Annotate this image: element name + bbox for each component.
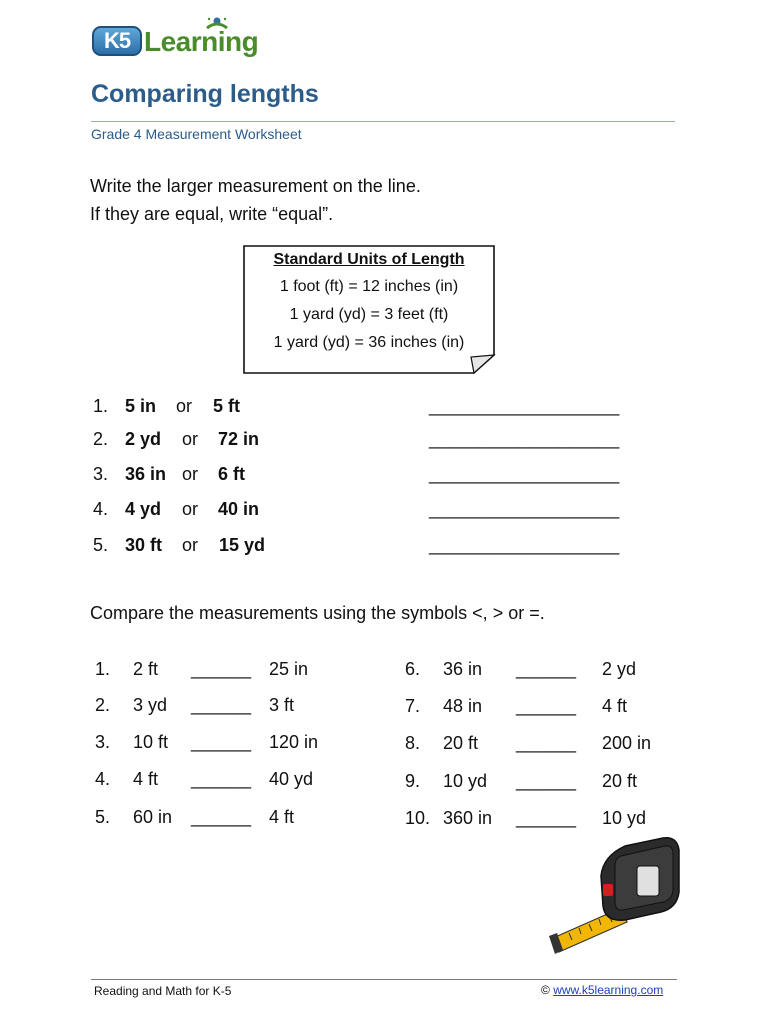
measure-b: 15 yd: [219, 535, 266, 555]
or-word: or: [182, 499, 199, 519]
measure-a: 4 yd: [125, 499, 162, 519]
units-line-2: 1 yard (yd) = 3 feet (ft): [289, 306, 449, 323]
part2-instruction: Compare the measurements using the symbols <, > or =.: [90, 603, 545, 623]
measure-b: 25 in: [269, 659, 309, 679]
or-word: or: [182, 464, 199, 484]
units-line-1: 1 foot (ft) = 12 inches (in): [279, 278, 459, 295]
measure-b: 4 ft: [602, 696, 628, 716]
k5-learning-logo: [92, 22, 262, 62]
answer-line[interactable]: ___________________: [429, 396, 620, 416]
measure-b: 3 ft: [269, 695, 295, 715]
item-number: 3.: [93, 464, 109, 484]
header-divider: [91, 121, 675, 122]
instruction-line-2: If they are equal, write “equal”.: [90, 204, 334, 224]
units-reference-box: [243, 245, 495, 373]
item-number: 4.: [95, 769, 111, 789]
item-number: 1.: [93, 396, 109, 416]
measure-a: 36 in: [443, 659, 483, 679]
answer-line[interactable]: ___________________: [429, 499, 620, 519]
symbol-blank[interactable]: ______: [516, 771, 577, 791]
item-number: 9.: [405, 771, 421, 791]
measure-a: 60 in: [133, 807, 173, 827]
answer-line[interactable]: ___________________: [429, 464, 620, 484]
measure-b: 20 ft: [602, 771, 638, 791]
measure-b: 72 in: [218, 429, 260, 449]
measure-b: 4 ft: [269, 807, 295, 827]
item-number: 2.: [93, 429, 109, 449]
item-number: 5.: [95, 807, 111, 827]
k5-logo-icon: K5: [92, 26, 142, 56]
units-box-title: Standard Units of Length: [273, 251, 465, 268]
measure-a: 10 ft: [133, 732, 169, 752]
answer-line[interactable]: ___________________: [429, 429, 620, 449]
logo-wordmark: Learning: [144, 26, 259, 57]
answer-line[interactable]: ___________________: [429, 535, 620, 555]
measure-a: 360 in: [443, 808, 493, 828]
measure-b: 40 yd: [269, 769, 314, 789]
page-subtitle: Grade 4 Measurement Worksheet: [91, 126, 302, 142]
measure-b: 40 in: [218, 499, 260, 519]
or-word: or: [176, 396, 193, 416]
measure-a: 20 ft: [443, 733, 479, 753]
item-number: 10.: [405, 808, 431, 828]
measure-a: 4 ft: [133, 769, 159, 789]
measure-b: 120 in: [269, 732, 319, 752]
symbol-blank[interactable]: ______: [191, 732, 252, 752]
measure-a: 2 yd: [125, 429, 162, 449]
measure-b: 2 yd: [602, 659, 637, 679]
item-number: 4.: [93, 499, 109, 519]
symbol-blank[interactable]: ______: [516, 808, 577, 828]
footer-divider: [91, 979, 677, 980]
footer-tagline: Reading and Math for K-5: [94, 984, 232, 998]
logo-figure-icon: [204, 16, 230, 38]
or-word: or: [182, 535, 199, 555]
measure-a: 10 yd: [443, 771, 488, 791]
measure-a: 36 in: [125, 464, 167, 484]
measure-a: 2 ft: [133, 659, 159, 679]
item-number: 2.: [95, 695, 111, 715]
item-number: 6.: [405, 659, 421, 679]
instruction-line-1: Write the larger measurement on the line.: [90, 176, 421, 196]
symbol-blank[interactable]: ______: [516, 696, 577, 716]
tape-measure-icon: [545, 836, 685, 956]
or-word: or: [182, 429, 199, 449]
item-number: 3.: [95, 732, 111, 752]
symbol-blank[interactable]: ______: [191, 769, 252, 789]
copyright-symbol: ©: [541, 983, 550, 997]
item-number: 5.: [93, 535, 109, 555]
measure-a: 5 in: [125, 396, 157, 416]
page-title: Comparing lengths: [91, 80, 319, 108]
symbol-blank[interactable]: ______: [191, 659, 252, 679]
website-link[interactable]: www.k5learning.com: [553, 983, 664, 997]
measure-b: 6 ft: [218, 464, 245, 484]
symbol-blank[interactable]: ______: [516, 659, 577, 679]
item-number: 8.: [405, 733, 421, 753]
measure-b: 5 ft: [213, 396, 240, 416]
item-number: 7.: [405, 696, 421, 716]
symbol-blank[interactable]: ______: [191, 695, 252, 715]
measure-a: 3 yd: [133, 695, 168, 715]
measure-b: 10 yd: [602, 808, 647, 828]
measure-a: 48 in: [443, 696, 483, 716]
footer-credit: [541, 983, 663, 997]
symbol-blank[interactable]: ______: [191, 807, 252, 827]
units-line-3: 1 yard (yd) = 36 inches (in): [273, 334, 465, 351]
measure-b: 200 in: [602, 733, 652, 753]
item-number: 1.: [95, 659, 111, 679]
measure-a: 30 ft: [125, 535, 163, 555]
symbol-blank[interactable]: ______: [516, 733, 577, 753]
